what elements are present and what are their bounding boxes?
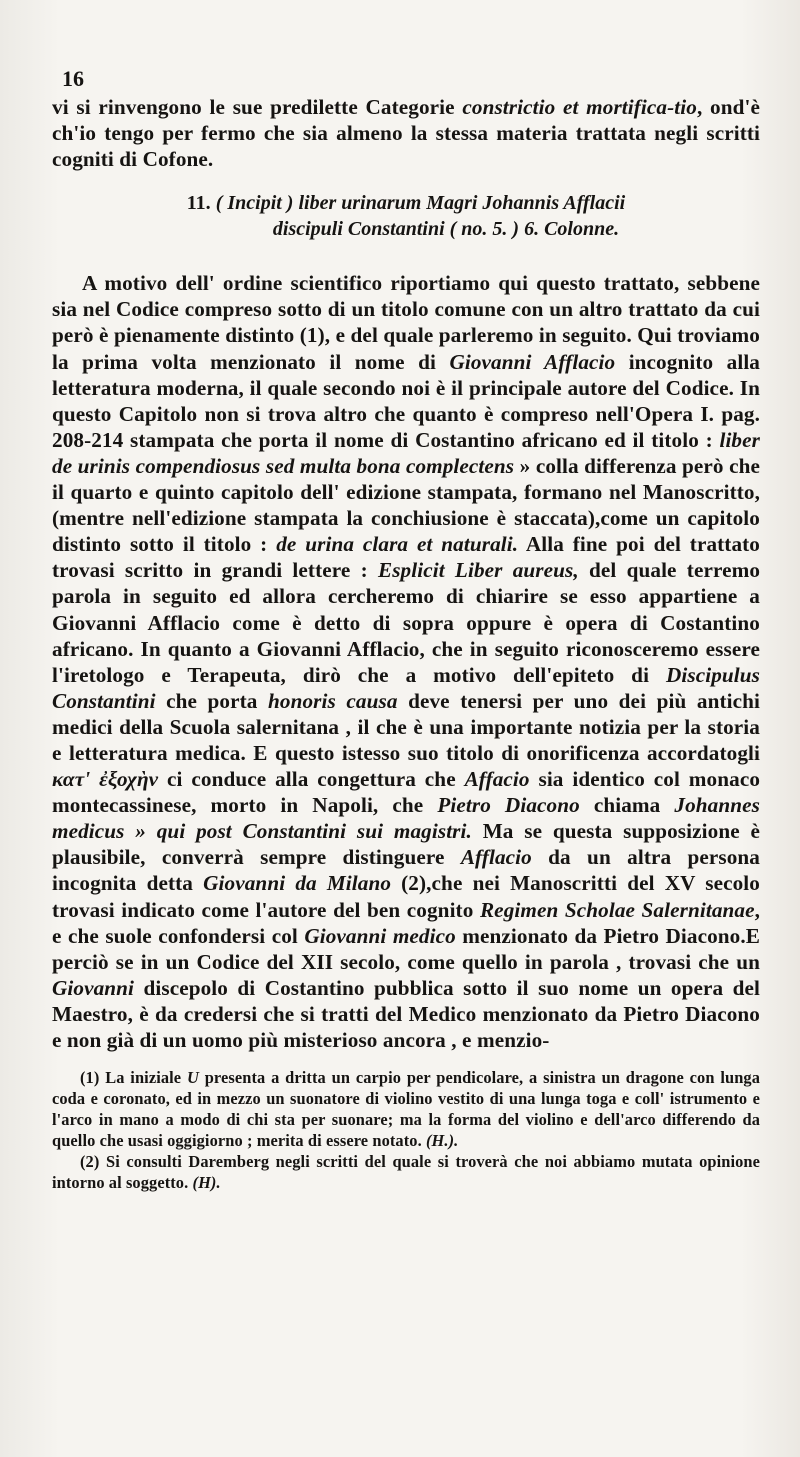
catalog-entry-heading: [52, 190, 760, 242]
entry-number: 11.: [186, 192, 211, 215]
text-run: presenta a dritta un carpio per pendicolare, a sinistra un dragone con lunga coda e coronato, ed in mezzo un suonatore di violino vestito di una lunga toga e coll' istrumento e l'arco in mano a modo di chi sta per suonare; ma la forma del violino e dell'arco differendo da quello che usasi oggigiorno ; merita di essere notato.: [52, 1068, 760, 1151]
italic-term: liber de urinis compendiosus sed multa bona complectens: [52, 427, 760, 478]
italic-term: Regimen Scholae Salernitanae: [479, 897, 755, 922]
text-run: chiama: [593, 793, 661, 818]
text-run: incognito alla letteratura moderna, il quale secondo noi è il principale autore del Codice. In questo Capitolo non si trova altro che quanto è compreso nell'Opera I. pag. 208-214 stampata che porta il nome di Costantino africano ed il titolo :: [52, 349, 760, 452]
footnotes: [52, 1067, 760, 1193]
text-run: (1) La iniziale: [80, 1068, 182, 1088]
footnote-2: [52, 1151, 760, 1193]
text-run: , ond'è ch'io tengo per fermo che sia almeno la stessa materia trattata negli scritti cogniti di Cofone.: [52, 95, 760, 172]
italic-term: Discipulus Constantini: [52, 662, 760, 713]
paragraph-1: [52, 94, 760, 172]
italic-term: Giovanni: [52, 975, 135, 1000]
text-run: Alla fine poi del trattato trovasi scritto in grandi lettere :: [52, 532, 760, 583]
italic-term: (H).: [192, 1173, 221, 1193]
italic-term: (H.).: [425, 1131, 459, 1151]
text-run: discepolo di Costantino pubblica sotto il suo nome un opera del Maestro, è da credersi che si tratti del Medico menzionato da Pietro Diacono e non già di un uomo più misterioso ancora , e menzio-: [52, 975, 760, 1052]
entry-subline: discipuli Constantini ( no. 5. ) 6. Colonne.: [272, 218, 620, 241]
text-run: (2) Si consulti Daremberg negli scritti del quale si troverà che noi abbiamo mutata opinione intorno al soggetto.: [52, 1152, 760, 1193]
paragraph-2: [52, 270, 760, 1053]
greek-term: κατ' ἐξοχὴν: [52, 767, 159, 792]
text-run: vi si rinvengono le sue predilette Categorie: [52, 95, 455, 119]
text-run: (2),che nei Manoscritti del XV secolo trovasi indicato come l'autore del ben cognito: [52, 871, 760, 922]
italic-term: de urina clara et naturali.: [276, 532, 519, 557]
italic-term: constrictio et mortifica-tio: [462, 95, 697, 119]
footnote-1: [52, 1067, 760, 1151]
text-run: » colla differenza però che il quarto e quinto capitolo dell' edizione stampata, formano nel Manoscritto,(mentre nell'edizione stampata la conchiusione è staccata),come un capitolo distinto sotto il titolo :: [52, 453, 760, 557]
italic-term: Esplicit Liber aureus,: [377, 558, 579, 583]
text-run: menzionato da Pietro Diacono.E perciò se in un Codice del XII secolo, come quello in parola , trovasi che un: [52, 923, 760, 974]
text-run: da un altra persona incognita detta: [52, 845, 760, 896]
italic-term: Johannes medicus » qui post Constantini sui magistri.: [52, 793, 760, 844]
italic-term: Giovanni da Milano: [203, 871, 392, 896]
italic-term: honoris causa: [268, 688, 398, 713]
text-run: che porta: [166, 688, 258, 713]
text-run: Ma se questa supposizione è plausibile, converrà sempre distinguere: [52, 819, 760, 870]
italic-term: Giovanni medico: [304, 923, 456, 948]
text-run: del quale terremo parola in seguito ed allora cercheremo di chiarire se esso appartiene a Giovanni Afflacio come è detto di sopra oppure è opera di Costantino africano. In quanto a Giovanni Afflacio, che in seguito riconosceremo essere l'iretologo e Terapeuta, dirò che a motivo dell'epiteto di: [52, 558, 761, 687]
entry-incipit: ( Incipit ) liber urinarum Magri Johannis Afflacii: [215, 192, 626, 215]
italic-term: Affacio: [464, 767, 530, 792]
text-run: , e che suole confondersi col: [52, 897, 761, 948]
text-run: ci conduce alla congettura che: [167, 767, 456, 792]
italic-term: Pietro Diacono: [437, 793, 580, 818]
text-run: sia identico col monaco montecassinese, morto in Napoli, che: [52, 767, 761, 818]
italic-term: Afflacio: [460, 845, 532, 870]
page-number: 16: [62, 66, 84, 91]
italic-term: U: [186, 1068, 199, 1088]
italic-term: Giovanni Afflacio: [449, 349, 616, 374]
text-run: A motivo dell' ordine scientifico riportiamo qui questo trattato, sebbene sia nel Codice compreso sotto di un titolo comune con un altro trattato da cui però è pienamente distinto (1), e del quale parleremo in seguito. Qui troviamo la prima volta menzionato il nome di: [52, 271, 760, 374]
text-run: deve tenersi per uno dei più antichi medici della Scuola salernitana , il che è una importante notizia per la storia e letteratura medica. E questo istesso suo titolo di onorificenza accordatogli: [52, 688, 760, 765]
